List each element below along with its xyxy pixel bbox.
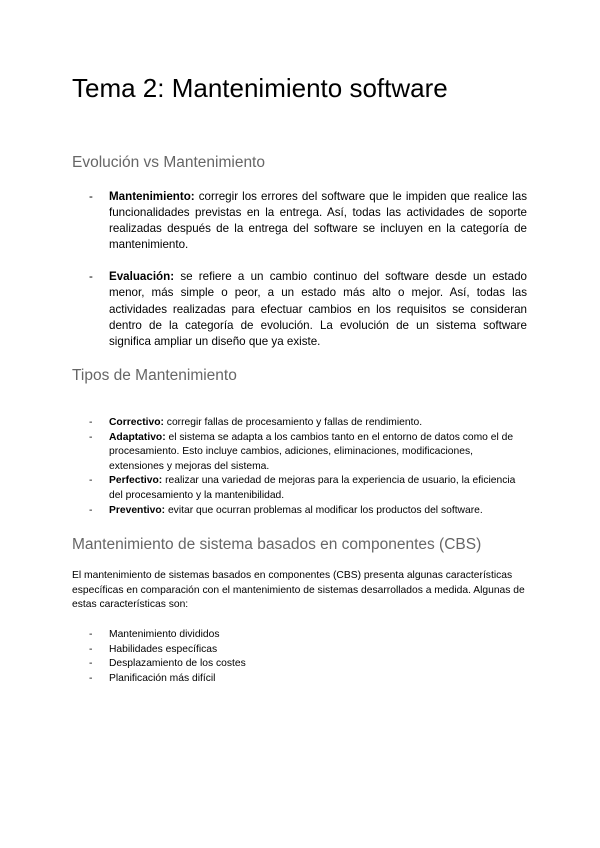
list-item: [86, 189, 527, 253]
section-heading-tipos: Tipos de Mantenimiento: [72, 367, 237, 384]
list-item-text: Planificación más difícil: [109, 672, 216, 684]
list-item: [86, 643, 529, 658]
list-item-text: Mantenimiento divididos: [109, 629, 220, 640]
bullet-dash: -: [89, 672, 93, 684]
cbs-paragraph: El mantenimiento de sistemas basados en componentes (CBS) presenta algunas características específicas en comparación con el mantenimiento de sistemas desarrollados a medida. Algunas de estas características son:: [72, 570, 525, 611]
list-item-term: Correctivo:: [109, 417, 164, 428]
bullet-dash: -: [89, 431, 93, 443]
list-item-text: corregir los errores del software que le impiden que realice las funcionalidades previstas en la entrega. Así, todas las actividades de soporte realizadas después de la entrega del software se incluyen en la categoría de mantenimiento.: [109, 190, 527, 252]
list-item: [86, 628, 529, 643]
list-item-text: Desplazamiento de los costes: [109, 658, 246, 670]
list-item: [86, 431, 529, 475]
cbs-list: [86, 628, 529, 686]
bullet-dash: -: [89, 629, 93, 640]
tipos-list: [86, 416, 529, 518]
list-item-text: el sistema se adapta a los cambios tanto en el entorno de datos como el de procesamiento. Esto incluye cambios, adiciones, eliminaciones, modificaciones, extensiones y mejoras del sistema.: [109, 431, 514, 472]
bullet-dash: -: [89, 270, 93, 284]
list-item-term: Mantenimiento:: [109, 190, 195, 203]
list-item-term: Perfectivo:: [109, 475, 163, 487]
bullet-dash: -: [89, 658, 93, 670]
section-heading-cbs: Mantenimiento de sistema basados en componentes (CBS): [72, 536, 482, 553]
list-item-term: Adaptativo:: [109, 431, 166, 443]
bullet-dash: -: [89, 417, 93, 428]
list-item-text: corregir fallas de procesamiento y fallas de rendimiento.: [163, 417, 423, 428]
list-item-text: realizar una variedad de mejoras para la experiencia de usuario, la eficiencia del procesamiento y la mantenibilidad.: [109, 475, 516, 501]
section-heading-evolucion: Evolución vs Mantenimiento: [72, 154, 265, 171]
list-item-text: Habilidades específicas: [109, 643, 218, 655]
evolucion-list: [86, 189, 527, 350]
bullet-dash: -: [89, 190, 93, 203]
list-item: [86, 672, 529, 687]
bullet-dash: -: [89, 475, 93, 487]
list-item-text: se refiere a un cambio continuo del software desde un estado menor, más simple o peor, a un estado más alto o mejor. Así, todas las actividades realizadas para efectuar cambios en los requisitos se consideran dentro de la categoría de evolución. La evolución de un sistema software significa ampliar un diseño que ya existe.: [109, 270, 527, 348]
page-title: Tema 2: Mantenimiento software: [72, 73, 448, 103]
bullet-dash: -: [89, 643, 93, 655]
list-item-text: evitar que ocurran problemas al modificar los productos del software.: [165, 504, 483, 516]
list-item: [86, 504, 529, 519]
list-item: [86, 474, 529, 503]
list-item-term: Preventivo:: [109, 504, 166, 516]
list-item-term: Evaluación:: [109, 270, 175, 284]
list-item: [86, 657, 529, 672]
list-item: [86, 416, 529, 431]
list-item: [86, 269, 527, 349]
bullet-dash: -: [89, 504, 93, 516]
